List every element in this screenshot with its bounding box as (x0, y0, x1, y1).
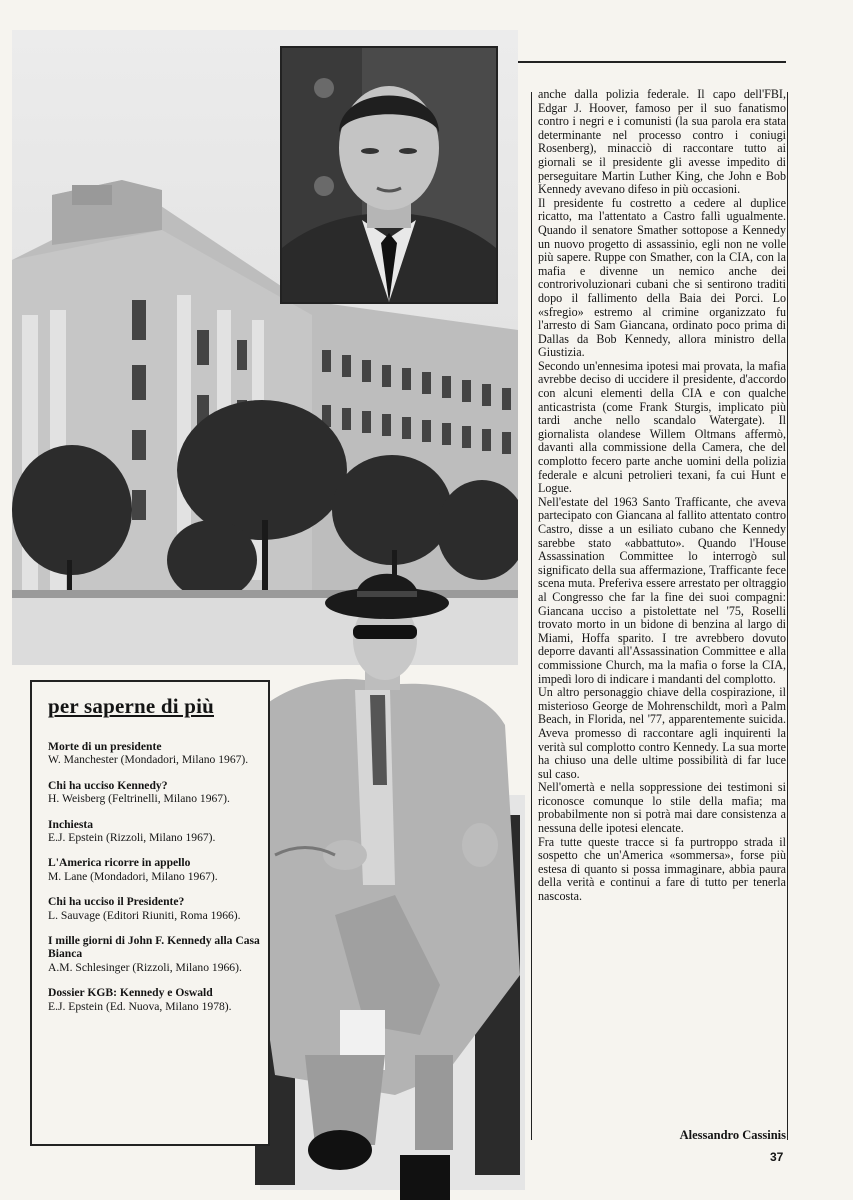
book-details: A.M. Schlesinger (Rizzoli, Milano 1966). (48, 960, 242, 974)
book-title: Inchiesta (48, 817, 94, 831)
bibliography-entry (48, 986, 263, 1013)
article-paragraph: Nell'estate del 1963 Santo Trafficante, che aveva partecipato con Giancana al fallito attentato contro Castro, disse a un esiliato cubano che Kennedy sarebbe stato «abbattuto». Quando l'House Assassination Committee lo interrogò sul significato della sua affermazione, Trafficante fece scena muta. Preferiva essere arrestato per oltraggio al Congresso che far la fine dei suoi compagni: Giancana ucciso a pistolettate nel '75, Roselli trovato morto in un bidone di benzina al largo di Miami, Hoffa sparito. I tre avrebbero dovuto deporre davanti all'Assassination Committee e alla commissione Church, ma la mafia o forse la CIA, impedì loro di indicare i mandanti del complotto. (538, 494, 786, 686)
top-rule (518, 61, 786, 63)
bibliography-entry (48, 740, 263, 767)
page-number: 37 (770, 1150, 784, 1164)
bibliography-entry (48, 856, 263, 883)
book-title: Dossier KGB: Kennedy e Oswald (48, 986, 213, 1000)
book-details: E.J. Epstein (Rizzoli, Milano 1967). (48, 831, 216, 845)
bibliography-entry (48, 779, 263, 806)
article-paragraph: Un altro personaggio chiave della cospirazione, il misterioso George de Mohrenschildt, morì a Palm Beach, in Florida, nel '77, apparentemente suicida. Aveva promesso di raccontare agli inquirenti la verità sul complotto contro Kennedy. La sua morte ha chiuso una delle ultime possibilità di far luce sul caso. (538, 685, 786, 781)
hoover-portrait-photo (280, 46, 498, 304)
book-details: E.J. Epstein (Ed. Nuova, Milano 1978). (48, 999, 232, 1013)
author-byline: Alessandro Cassinis (679, 1128, 786, 1142)
article-paragraph: Il presidente fu costretto a cedere al duplice ricatto, ma l'attentato a Castro fallì ugualmente. Quando il senatore Smather sottopose a Kennedy un nuovo progetto di assassinio, egli non ne volle più sapere. Ruppe con Smather, con la CIA, con la mafia e divenne un nemico anche dei controrivoluzionari cubani che si sentirono traditi dopo il fallimento della Baia dei Porci. Lo «sfregio» estremo al crimine organizzato fu l'arresto di Sam Giancana, ordinato poco prima di Dallas da Bob Kennedy, allora ministro della Giustizia. (538, 195, 786, 360)
trafficante-photo (245, 555, 530, 1200)
book-title: L'America ricorre in appello (48, 856, 191, 870)
article-column (538, 88, 786, 904)
bibliography-box (30, 680, 270, 1146)
bibliography-entry (48, 934, 263, 974)
article-paragraph: anche dalla polizia federale. Il capo dell'FBI, Edgar J. Hoover, famoso per il suo fanatismo contro i negri e i comunisti (la sua parola era stata determinante nel processo contro i coniugi Rosenberg), minacciò di raccontare tutto ai giornali se il presidente gli avesse impedito di perseguitare Martin Luther King, che John e Bob Kennedy avevano difeso in più occasioni. (538, 87, 786, 197)
book-title: Morte di un presidente (48, 740, 162, 753)
book-details: L. Sauvage (Editori Riuniti, Roma 1966). (48, 908, 241, 922)
column-rule-left (531, 92, 532, 1140)
book-title: I mille giorni di John F. Kennedy alla Casa Bianca (48, 934, 260, 961)
book-details: M. Lane (Mondadori, Milano 1967). (48, 869, 218, 883)
book-title: Chi ha ucciso il Presidente? (48, 895, 185, 909)
book-title: Chi ha ucciso Kennedy? (48, 778, 168, 792)
book-details: H. Weisberg (Feltrinelli, Milano 1967). (48, 792, 230, 806)
book-details: W. Manchester (Mondadori, Milano 1967). (48, 753, 249, 767)
bibliography-entry (48, 818, 263, 845)
article-paragraph: Nell'omertà e nella soppressione dei testimoni si riconosce comunque lo stile della mafia; ma probabilmente non si potrà mai dare consistenza a nessuna delle ipotesi elencate. (538, 780, 786, 836)
column-rule-right (787, 92, 788, 1140)
article-paragraph: Fra tutte queste tracce si fa purtroppo strada il sospetto che un'America «sommersa», forse più estesa di quanto si possa immaginare, abbia paura della verità e continui a fare di tutto per tenerla nascosta. (538, 834, 786, 904)
bibliography-entry (48, 895, 263, 922)
bibliography-title: per saperne di più (48, 694, 214, 718)
article-paragraph: Secondo un'ennesima ipotesi mai provata, la mafia avrebbe deciso di uccidere il presidente, d'accordo con alcuni elementi della CIA e con qualche anticastrista (come Frank Sturgis, implicato più tardi anche nello scandalo Watergate). Il giornalista olandese Willem Oltmans affermò, davanti alla commissione della Camera, che del complotto fecero parte anche uomini della polizia federale e alcuni petrolieri texani, fa cui Hunt e Logue. (538, 358, 786, 496)
bibliography-list (48, 740, 263, 1025)
